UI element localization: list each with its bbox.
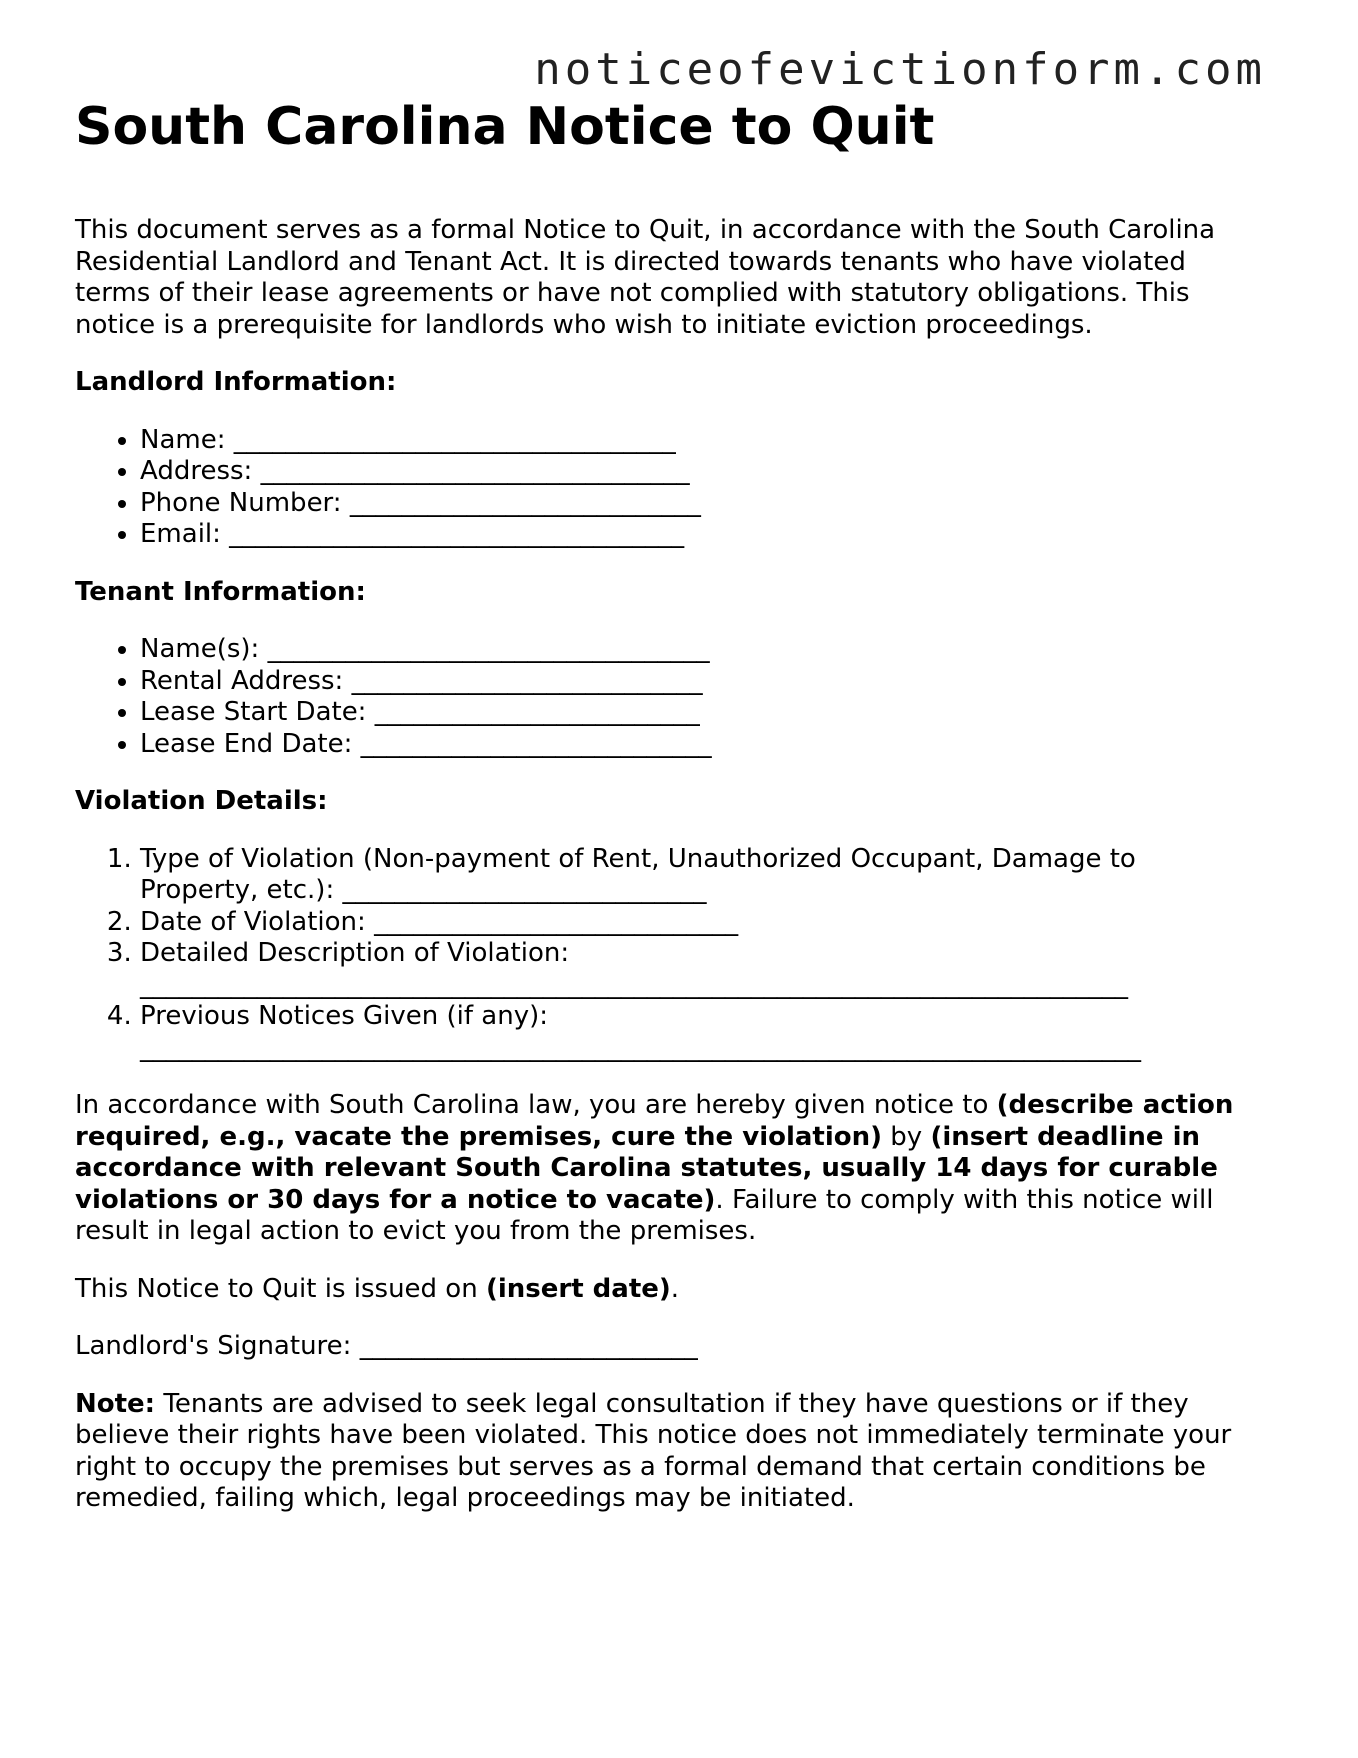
fill-in-blank: ___________________________ — [351, 665, 703, 696]
fill-in-blank: ___________________________ — [349, 487, 701, 518]
violation-heading: Violation Details: — [75, 786, 328, 816]
landlord-heading: Landlord Information: — [75, 367, 397, 397]
fill-in-blank: __________________________ — [359, 1331, 698, 1361]
intro-paragraph: This document serves as a formal Notice to Quit, in accordance with the South Carolina Residential Landlord and Tenant Act. It is directed towards tenants who have violated terms of their lease agreements or have not complied with statutory obligations. This notice is a prerequisite for landlords who wish to initiate eviction proceedings. — [75, 215, 1216, 340]
field-label: Name(s): — [140, 634, 268, 664]
landlord-name-item — [140, 425, 1265, 457]
tenant-address-item — [140, 666, 1265, 698]
field-label: Lease Start Date: — [140, 697, 375, 727]
field-label: Detailed Description of Violation: — [140, 938, 570, 968]
fill-in-blank: ___________________________ — [360, 728, 712, 759]
field-label: Name: — [140, 424, 234, 455]
note-text: Tenants are advised to seek legal consultation if they have questions or if they believe their rights have been violated. This notice does not immediately terminate your right to occupy the premises but serves as a formal demand that certain conditions be remedied, failing which, legal proceedings may be initiated. — [75, 1388, 1232, 1513]
fill-in-blank: ____________________________________________________________________________ — [140, 969, 1128, 1000]
fill-in-blank: _____________________________________________________________________________ — [140, 1032, 1141, 1063]
fill-in-blank: ____________________________ — [342, 875, 707, 905]
landlord-list — [75, 425, 1265, 551]
issued-date-placeholder: (insert date) — [485, 1273, 671, 1304]
notice-text: . Failure to comply with this notice will result in legal action to evict you from the premises. — [75, 1184, 1214, 1246]
tenant-heading: Tenant Information: — [75, 576, 366, 607]
tenant-end-date-item — [140, 729, 1265, 761]
landlord-email-item — [140, 519, 1265, 551]
violation-list — [75, 844, 1265, 1065]
field-label: Previous Notices Given (if any): — [140, 1001, 549, 1031]
document-title: South Carolina Notice to Quit — [75, 97, 935, 157]
field-label: Address: — [140, 456, 261, 486]
fill-in-blank: __________________________________ — [233, 424, 676, 455]
field-label: Lease End Date: — [140, 728, 361, 759]
site-watermark: noticeofevictionform.com — [534, 44, 1266, 95]
violation-type-item — [140, 844, 1200, 907]
fill-in-blank: ____________________________ — [374, 906, 739, 937]
note-paragraph — [75, 1389, 1265, 1515]
notice-paragraph — [75, 1090, 1265, 1248]
fill-in-blank: __________________________________ — [267, 634, 710, 664]
field-label: Email: — [140, 519, 230, 549]
issued-text: This Notice to Quit is issued on — [75, 1273, 486, 1304]
field-label: Type of Violation (Non-payment of Rent, Unauthorized Occupant, Damage to Property, etc.): — [140, 843, 1136, 905]
tenant-start-date-item — [140, 697, 1265, 729]
previous-notices-item — [140, 1001, 1265, 1064]
fill-in-blank: _________________________________ — [260, 456, 690, 486]
signature-line — [75, 1331, 1265, 1363]
fill-in-blank: _________________________ — [374, 697, 700, 727]
notice-text: In accordance with South Carolina law, you are hereby given notice to — [75, 1090, 997, 1120]
notice-deadline-placeholder: (insert deadline in accordance with relevant South Carolina statutes, usually 14 days for curable violations or 30 days for a notice to vacate) — [75, 1121, 1218, 1215]
note-label: Note: — [75, 1388, 156, 1419]
violation-description-item — [140, 938, 1265, 1001]
field-label: Date of Violation: — [140, 906, 375, 937]
tenant-list — [75, 634, 1265, 760]
notice-action-placeholder: (describe action required, e.g., vacate the premises, cure the violation) — [75, 1090, 1234, 1152]
landlord-phone-item — [140, 488, 1265, 520]
field-label: Phone Number: — [140, 487, 350, 518]
field-label: Rental Address: — [140, 665, 352, 696]
fill-in-blank: ___________________________________ — [229, 519, 685, 549]
notice-text: by — [882, 1121, 931, 1152]
landlord-address-item — [140, 456, 1265, 488]
tenant-name-item — [140, 634, 1265, 666]
violation-date-item — [140, 907, 1265, 939]
issued-paragraph — [75, 1274, 1265, 1306]
document-page — [75, 96, 1265, 1515]
issued-text: . — [670, 1273, 680, 1304]
signature-label: Landlord's Signature: — [75, 1331, 360, 1361]
